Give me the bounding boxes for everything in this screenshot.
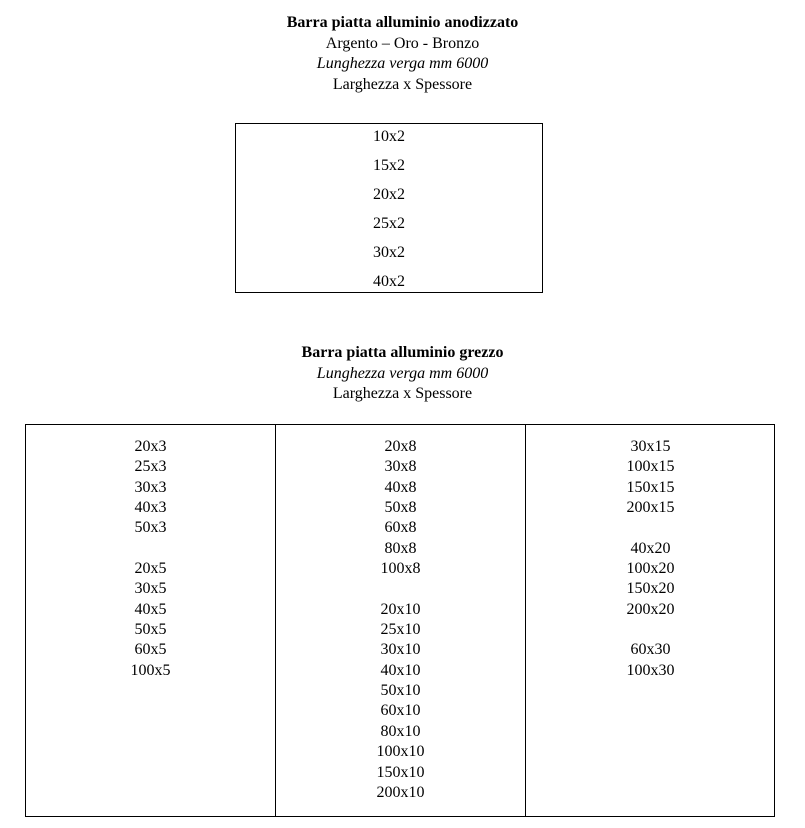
size-cell: 40x10 (380, 661, 421, 679)
size-cell: 50x3 (134, 519, 167, 537)
size-cell: 150x10 (376, 763, 425, 781)
size-column-3-list (526, 437, 775, 681)
size-cell: 20x5 (134, 560, 167, 578)
section2-header (0, 343, 805, 405)
size-cell: 150x15 (626, 478, 675, 496)
size-cell: 150x20 (626, 580, 675, 598)
size-cell: 80x8 (384, 539, 417, 557)
size-cell: 20x3 (134, 438, 167, 455)
section1-header (0, 13, 805, 95)
size-column-2-list (276, 437, 525, 803)
size-cell: 20x8 (384, 438, 417, 455)
section1-size-item: 15x2 (373, 157, 405, 174)
size-cell: 100x5 (130, 661, 171, 679)
size-cell: 200x10 (376, 783, 425, 801)
section2-length: Lunghezza verga mm 6000 (316, 364, 489, 382)
size-cell: 25x3 (134, 458, 167, 476)
size-cell: 40x3 (134, 499, 167, 517)
size-column-1-list (26, 437, 275, 681)
group-spacer (276, 579, 525, 599)
size-cell: 60x8 (384, 519, 417, 537)
section1-size-table (235, 123, 543, 293)
section1-size-item: 25x2 (373, 215, 405, 232)
section1-title: Barra piatta alluminio anodizzato (286, 14, 519, 31)
section1-finishes: Argento – Oro - Bronzo (325, 34, 480, 52)
group-spacer (526, 518, 775, 538)
size-cell: 50x5 (134, 621, 167, 639)
section1-size-item: 20x2 (373, 186, 405, 203)
size-cell: 60x10 (380, 702, 421, 720)
size-cell: 200x15 (626, 499, 675, 517)
size-cell: 40x8 (384, 478, 417, 496)
size-column-2 (275, 425, 525, 816)
section1-size-item: 40x2 (373, 273, 405, 290)
size-cell: 50x10 (380, 682, 421, 700)
size-cell: 40x20 (630, 539, 671, 557)
section2-title: Barra piatta alluminio grezzo (301, 344, 504, 361)
size-cell: 60x5 (134, 641, 167, 659)
size-column-1 (26, 425, 275, 816)
section2-dimensions-label: Larghezza x Spessore (332, 385, 473, 402)
section1-size-item: 30x2 (373, 244, 405, 261)
section2-size-table (25, 424, 775, 817)
size-column-3 (525, 425, 775, 816)
section1-size-item: 10x2 (373, 128, 405, 145)
size-cell: 100x30 (626, 661, 675, 679)
group-spacer (526, 620, 775, 640)
section1-length: Lunghezza verga mm 6000 (316, 55, 489, 72)
size-cell: 40x5 (134, 600, 167, 618)
size-cell: 20x10 (380, 600, 421, 618)
size-cell: 25x10 (380, 621, 421, 639)
size-cell: 100x20 (626, 560, 675, 578)
size-cell: 30x10 (380, 641, 421, 659)
size-cell: 30x5 (134, 580, 167, 598)
size-cell: 30x8 (384, 458, 417, 476)
size-cell: 60x30 (630, 641, 671, 659)
size-cell: 80x10 (380, 722, 421, 740)
size-cell: 30x15 (630, 438, 671, 455)
size-cell: 100x15 (626, 458, 675, 476)
size-cell: 50x8 (384, 499, 417, 517)
group-spacer (26, 539, 275, 559)
size-cell: 100x8 (380, 560, 421, 578)
size-cell: 200x20 (626, 600, 675, 618)
size-cell: 100x10 (376, 743, 425, 761)
section1-dimensions-label: Larghezza x Spessore (332, 75, 473, 93)
size-cell: 30x3 (134, 478, 167, 496)
